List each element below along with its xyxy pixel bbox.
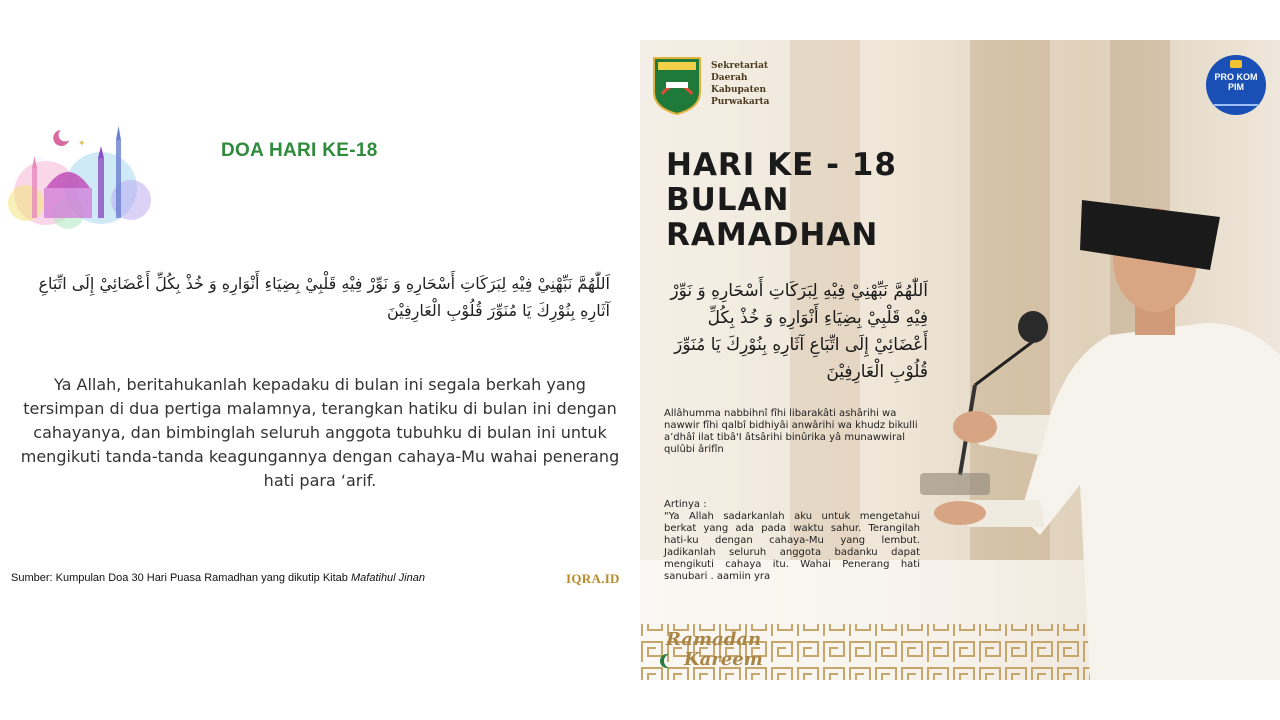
prayer-translation: Ya Allah, beritahukanlah kepadaku di bulan ini segala berkah yang tersimpan di dua pertiga malamnya, terangkan hatiku di bulan ini dengan cahayanya, dan bimbinglah seluruh anggota tubuhku di bulan ini untuk mengikuti tanda-tanda keagungannya dengan cahaya-Mu wahai penerang hati para ‘arif. (20, 375, 620, 490)
title-line: BULAN (666, 182, 790, 218)
org-line: Daerah (711, 73, 748, 83)
ramadan-kareem-logo (666, 630, 763, 670)
purwakarta-emblem-icon (652, 54, 702, 116)
left-prayer-card (0, 118, 632, 600)
poster-title (666, 148, 897, 253)
iqra-brand-logo: IQRA.ID (566, 571, 620, 586)
title-line: HARI KE - 18 (666, 147, 897, 183)
prayer-day-title: DOA HARI KE-18 (221, 140, 378, 161)
org-line: Sekretariat (711, 61, 769, 71)
arabic-prayer-text: اَللّٰهُمَّ نَبِّهْنِيْ فِيْهِ لِبَرَكَاتِ أَسْحَارِهِ وَ نَوِّرْ فِيْهِ قَلْبِيْ بِضِيَاءِ أَنْوَارِهِ وَ خُذْ بِكُلِّ أَعْضَائِيْ إِلَى اتِّبَاعِ آثَارِهِ بِنُوْرِكَ يَا مُنَوِّرَ قُلُوْبِ الْعَارِفِيْنَ (38, 274, 610, 320)
title-line: RAMADHAN (666, 217, 879, 253)
meaning-label: Artinya : (664, 499, 707, 510)
latin-transliteration: Allâhumma nabbihnî fîhi libarakâti ashârihi wa nawwir fîhi qalbî bidhiyâi anwârihi wa khudz bikulli a’dhâî ilat tibâ'I âtsârihi binûrika yâ munawwiral qulûbi ârifîn (664, 408, 918, 455)
mosque-watercolor-icon (6, 118, 156, 233)
org-line: Kabupaten (711, 85, 767, 95)
right-ramadan-poster (640, 40, 1280, 680)
arabic-prayer-text: اَللّٰهُمَّ نَبِّهْنِيْ فِيْهِ لِبَرَكَاتِ أَسْحَارِهِ وَ نَوِّرْ فِيْهِ قَلْبِيْ بِضِيَاءِ أَنْوَارِهِ وَ خُذْ بِكُلِّ أَعْضَائِيْ إِلَى اتِّبَاعِ آثَارِهِ بِنُوْرِكَ يَا مُنَوِّرَ قُلُوْبِ الْعَارِفِيْنَ (670, 281, 928, 382)
source-book: Mafatihul Jinan (350, 572, 425, 584)
speaker-photo (920, 155, 1280, 680)
prokompim-badge (1206, 55, 1266, 115)
crescent-icon (664, 654, 678, 668)
organization-name (711, 60, 769, 108)
logo-line: Ramadan (666, 629, 762, 650)
source-citation (11, 572, 425, 584)
prayer-meaning: "Ya Allah sadarkanlah aku untuk mengetahui berkat yang ada pada waktu sahur. Terangilah hati-ku dengan cahaya-Mu yang lembut. Jadikanlah seluruh anggota badanku dapat mengikuti cahaya itu. Wahai Penerang hati sanubari . aamiin yra (664, 511, 920, 582)
badge-divider (1214, 104, 1258, 106)
badge-label: PRO KOM PIM (1214, 72, 1258, 92)
badge-emblem-icon (1230, 60, 1242, 68)
logo-line: Kareem (684, 649, 763, 670)
org-line: Purwakarta (711, 97, 770, 107)
svg-text:✦: ✦ (78, 139, 86, 149)
source-prefix: Sumber: Kumpulan Doa 30 Hari Puasa Ramadhan yang dikutip Kitab (11, 572, 351, 584)
